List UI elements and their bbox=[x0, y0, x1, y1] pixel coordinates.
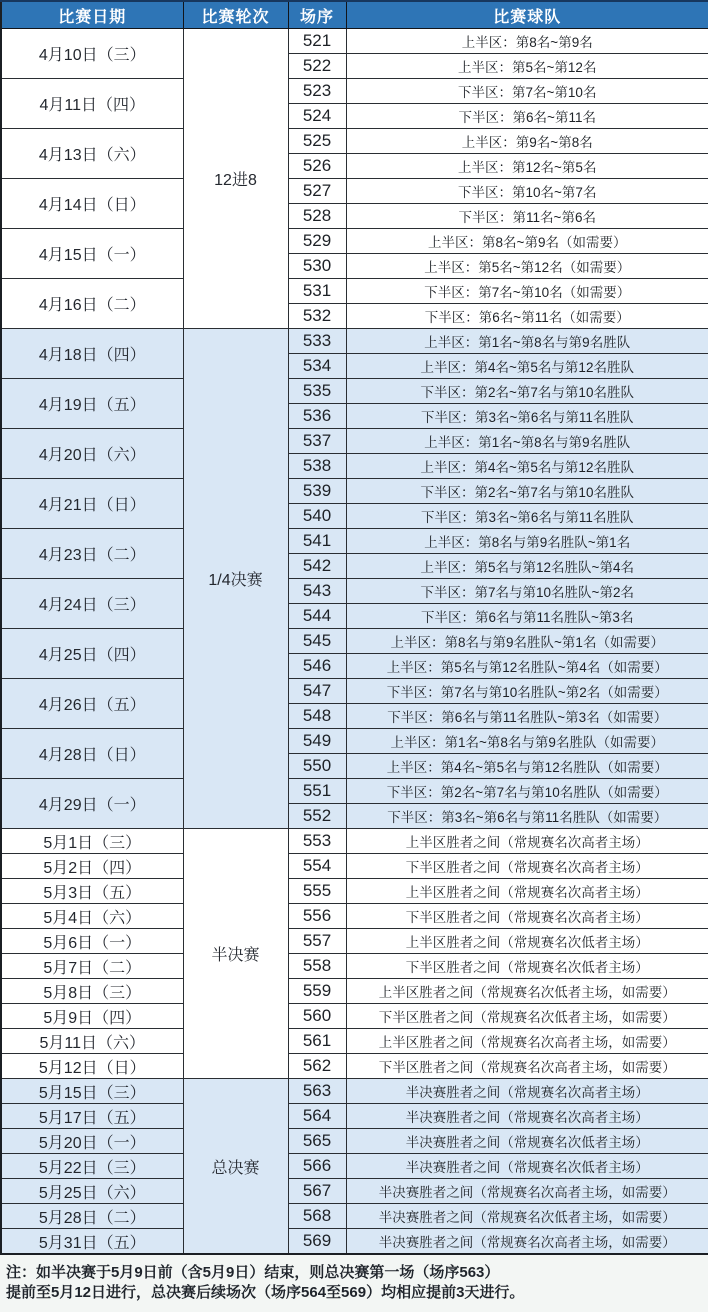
table-row bbox=[1, 629, 708, 654]
teams-cell: 上半区胜者之间（常规赛名次低者主场，如需要） bbox=[346, 979, 708, 1004]
match-no-cell: 547 bbox=[288, 679, 346, 704]
teams-cell: 上半区：第8名与第9名胜队~第1名 bbox=[346, 529, 708, 554]
teams-cell: 半决赛胜者之间（常规赛名次低者主场，如需要） bbox=[346, 1204, 708, 1229]
table-row bbox=[1, 1129, 708, 1154]
date-cell: 4月13日（六） bbox=[1, 129, 183, 179]
match-no-cell: 550 bbox=[288, 754, 346, 779]
match-no-cell: 525 bbox=[288, 129, 346, 154]
match-no-cell: 527 bbox=[288, 179, 346, 204]
match-no-cell: 552 bbox=[288, 804, 346, 829]
teams-cell: 上半区：第5名~第12名（如需要） bbox=[346, 254, 708, 279]
teams-cell: 半决赛胜者之间（常规赛名次低者主场） bbox=[346, 1129, 708, 1154]
table-row bbox=[1, 679, 708, 704]
teams-cell: 上半区：第5名与第12名胜队~第4名 bbox=[346, 554, 708, 579]
teams-cell: 上半区：第1名~第8名与第9名胜队（如需要） bbox=[346, 729, 708, 754]
round-cell: 总决赛 bbox=[183, 1079, 288, 1255]
match-no-cell: 551 bbox=[288, 779, 346, 804]
date-cell: 4月21日（日） bbox=[1, 479, 183, 529]
date-cell: 4月16日（二） bbox=[1, 279, 183, 329]
header-cell-teams: 比赛球队 bbox=[346, 1, 708, 29]
table-row bbox=[1, 1104, 708, 1129]
round-cell: 1/4决赛 bbox=[183, 329, 288, 829]
date-cell: 4月15日（一） bbox=[1, 229, 183, 279]
match-no-cell: 524 bbox=[288, 104, 346, 129]
teams-cell: 上半区：第8名与第9名胜队~第1名（如需要） bbox=[346, 629, 708, 654]
table-row bbox=[1, 1054, 708, 1079]
match-no-cell: 544 bbox=[288, 604, 346, 629]
teams-cell: 下半区：第6名与第11名胜队~第3名（如需要） bbox=[346, 704, 708, 729]
date-cell: 5月2日（四） bbox=[1, 854, 183, 879]
footnote-line-2: 提前至5月12日进行，总决赛后续场次（场序564至569）均相应提前3天进行。 bbox=[6, 1284, 525, 1302]
teams-cell: 上半区：第12名~第5名 bbox=[346, 154, 708, 179]
match-no-cell: 528 bbox=[288, 204, 346, 229]
teams-cell: 上半区胜者之间（常规赛名次高者主场） bbox=[346, 879, 708, 904]
match-no-cell: 540 bbox=[288, 504, 346, 529]
table-row bbox=[1, 1179, 708, 1204]
teams-cell: 下半区：第3名~第6名与第11名胜队（如需要） bbox=[346, 804, 708, 829]
teams-cell: 上半区：第9名~第8名 bbox=[346, 129, 708, 154]
table-row bbox=[1, 1229, 708, 1255]
date-cell: 4月25日（四） bbox=[1, 629, 183, 679]
date-cell: 4月20日（六） bbox=[1, 429, 183, 479]
match-no-cell: 538 bbox=[288, 454, 346, 479]
match-no-cell: 554 bbox=[288, 854, 346, 879]
match-no-cell: 561 bbox=[288, 1029, 346, 1054]
table-row bbox=[1, 529, 708, 554]
table-row bbox=[1, 1204, 708, 1229]
match-no-cell: 536 bbox=[288, 404, 346, 429]
match-no-cell: 539 bbox=[288, 479, 346, 504]
match-no-cell: 541 bbox=[288, 529, 346, 554]
match-no-cell: 569 bbox=[288, 1229, 346, 1255]
match-no-cell: 522 bbox=[288, 54, 346, 79]
date-cell: 5月1日（三） bbox=[1, 829, 183, 854]
match-no-cell: 543 bbox=[288, 579, 346, 604]
teams-cell: 下半区：第11名~第6名 bbox=[346, 204, 708, 229]
teams-cell: 下半区：第2名~第7名与第10名胜队 bbox=[346, 479, 708, 504]
match-no-cell: 548 bbox=[288, 704, 346, 729]
teams-cell: 半决赛胜者之间（常规赛名次高者主场） bbox=[346, 1104, 708, 1129]
match-no-cell: 555 bbox=[288, 879, 346, 904]
table-row bbox=[1, 904, 708, 929]
match-no-cell: 549 bbox=[288, 729, 346, 754]
date-cell: 4月26日（五） bbox=[1, 679, 183, 729]
date-cell: 5月4日（六） bbox=[1, 904, 183, 929]
date-cell: 5月6日（一） bbox=[1, 929, 183, 954]
match-no-cell: 568 bbox=[288, 1204, 346, 1229]
date-cell: 4月28日（日） bbox=[1, 729, 183, 779]
teams-cell: 上半区：第8名~第9名 bbox=[346, 29, 708, 54]
teams-cell: 下半区：第6名~第11名 bbox=[346, 104, 708, 129]
header-cell-date: 比赛日期 bbox=[1, 1, 183, 29]
date-cell: 4月29日（一） bbox=[1, 779, 183, 829]
table-row bbox=[1, 854, 708, 879]
teams-cell: 下半区：第6名~第11名（如需要） bbox=[346, 304, 708, 329]
date-cell: 4月19日（五） bbox=[1, 379, 183, 429]
date-cell: 5月11日（六） bbox=[1, 1029, 183, 1054]
table-row bbox=[1, 954, 708, 979]
match-no-cell: 537 bbox=[288, 429, 346, 454]
date-cell: 5月22日（三） bbox=[1, 1154, 183, 1179]
teams-cell: 下半区：第3名~第6名与第11名胜队 bbox=[346, 504, 708, 529]
match-no-cell: 557 bbox=[288, 929, 346, 954]
table-row bbox=[1, 779, 708, 804]
teams-cell: 下半区胜者之间（常规赛名次高者主场） bbox=[346, 854, 708, 879]
teams-cell: 半决赛胜者之间（常规赛名次高者主场） bbox=[346, 1079, 708, 1104]
table-row bbox=[1, 29, 708, 54]
date-cell: 5月7日（二） bbox=[1, 954, 183, 979]
table-row bbox=[1, 329, 708, 354]
date-cell: 4月18日（四） bbox=[1, 329, 183, 379]
table-row bbox=[1, 1154, 708, 1179]
date-cell: 4月24日（三） bbox=[1, 579, 183, 629]
match-no-cell: 531 bbox=[288, 279, 346, 304]
table-row bbox=[1, 479, 708, 504]
match-no-cell: 529 bbox=[288, 229, 346, 254]
match-no-cell: 567 bbox=[288, 1179, 346, 1204]
match-no-cell: 562 bbox=[288, 1054, 346, 1079]
match-no-cell: 553 bbox=[288, 829, 346, 854]
table-row bbox=[1, 129, 708, 154]
match-no-cell: 523 bbox=[288, 79, 346, 104]
date-cell: 5月8日（三） bbox=[1, 979, 183, 1004]
date-cell: 5月3日（五） bbox=[1, 879, 183, 904]
match-no-cell: 564 bbox=[288, 1104, 346, 1129]
match-no-cell: 526 bbox=[288, 154, 346, 179]
teams-cell: 下半区：第10名~第7名 bbox=[346, 179, 708, 204]
header-cell-no: 场序 bbox=[288, 1, 346, 29]
match-no-cell: 563 bbox=[288, 1079, 346, 1104]
match-no-cell: 532 bbox=[288, 304, 346, 329]
round-cell: 12进8 bbox=[183, 29, 288, 329]
table-row bbox=[1, 879, 708, 904]
table-row bbox=[1, 379, 708, 404]
match-no-cell: 534 bbox=[288, 354, 346, 379]
teams-cell: 上半区：第4名~第5名与第12名胜队 bbox=[346, 354, 708, 379]
table-row bbox=[1, 229, 708, 254]
teams-cell: 下半区胜者之间（常规赛名次低者主场） bbox=[346, 954, 708, 979]
match-no-cell: 533 bbox=[288, 329, 346, 354]
match-no-cell: 545 bbox=[288, 629, 346, 654]
match-no-cell: 560 bbox=[288, 1004, 346, 1029]
teams-cell: 下半区：第7名~第10名 bbox=[346, 79, 708, 104]
teams-cell: 下半区：第2名~第7名与第10名胜队（如需要） bbox=[346, 779, 708, 804]
teams-cell: 上半区：第1名~第8名与第9名胜队 bbox=[346, 429, 708, 454]
table-row bbox=[1, 829, 708, 854]
round-cell: 半决赛 bbox=[183, 829, 288, 1079]
table-row bbox=[1, 1029, 708, 1054]
teams-cell: 下半区：第3名~第6名与第11名胜队 bbox=[346, 404, 708, 429]
table-row bbox=[1, 1079, 708, 1104]
date-cell: 5月31日（五） bbox=[1, 1229, 183, 1255]
date-cell: 5月17日（五） bbox=[1, 1104, 183, 1129]
table-row bbox=[1, 279, 708, 304]
table-header bbox=[1, 1, 708, 29]
teams-cell: 下半区：第2名~第7名与第10名胜队 bbox=[346, 379, 708, 404]
footnote-line-1: 注：如半决赛于5月9日前（含5月9日）结束，则总决赛第一场（场序563） bbox=[6, 1264, 500, 1281]
match-no-cell: 542 bbox=[288, 554, 346, 579]
match-no-cell: 521 bbox=[288, 29, 346, 54]
teams-cell: 上半区：第5名~第12名 bbox=[346, 54, 708, 79]
teams-cell: 上半区：第4名~第5名与第12名胜队 bbox=[346, 454, 708, 479]
teams-cell: 上半区胜者之间（常规赛名次高者主场） bbox=[346, 829, 708, 854]
table-row bbox=[1, 179, 708, 204]
match-no-cell: 530 bbox=[288, 254, 346, 279]
teams-cell: 上半区胜者之间（常规赛名次低者主场） bbox=[346, 929, 708, 954]
teams-cell: 上半区：第5名与第12名胜队~第4名（如需要） bbox=[346, 654, 708, 679]
table-row bbox=[1, 729, 708, 754]
table-row bbox=[1, 429, 708, 454]
match-no-cell: 566 bbox=[288, 1154, 346, 1179]
date-cell: 5月9日（四） bbox=[1, 1004, 183, 1029]
date-cell: 4月14日（日） bbox=[1, 179, 183, 229]
date-cell: 4月23日（二） bbox=[1, 529, 183, 579]
teams-cell: 下半区胜者之间（常规赛名次高者主场） bbox=[346, 904, 708, 929]
table-row bbox=[1, 79, 708, 104]
date-cell: 4月10日（三） bbox=[1, 29, 183, 79]
match-no-cell: 559 bbox=[288, 979, 346, 1004]
date-cell: 5月12日（日） bbox=[1, 1054, 183, 1079]
date-cell: 5月25日（六） bbox=[1, 1179, 183, 1204]
match-no-cell: 535 bbox=[288, 379, 346, 404]
footnote bbox=[0, 1255, 708, 1312]
teams-cell: 上半区：第8名~第9名（如需要） bbox=[346, 229, 708, 254]
teams-cell: 半决赛胜者之间（常规赛名次低者主场） bbox=[346, 1154, 708, 1179]
match-no-cell: 546 bbox=[288, 654, 346, 679]
date-cell: 5月15日（三） bbox=[1, 1079, 183, 1104]
match-no-cell: 558 bbox=[288, 954, 346, 979]
match-no-cell: 556 bbox=[288, 904, 346, 929]
teams-cell: 上半区：第1名~第8名与第9名胜队 bbox=[346, 329, 708, 354]
date-cell: 5月28日（二） bbox=[1, 1204, 183, 1229]
table-row bbox=[1, 1004, 708, 1029]
table-row bbox=[1, 579, 708, 604]
table-row bbox=[1, 979, 708, 1004]
teams-cell: 上半区：第4名~第5名与第12名胜队（如需要） bbox=[346, 754, 708, 779]
date-cell: 4月11日（四） bbox=[1, 79, 183, 129]
teams-cell: 半决赛胜者之间（常规赛名次高者主场，如需要） bbox=[346, 1229, 708, 1255]
teams-cell: 下半区：第7名与第10名胜队~第2名（如需要） bbox=[346, 679, 708, 704]
teams-cell: 上半区胜者之间（常规赛名次高者主场，如需要） bbox=[346, 1029, 708, 1054]
teams-cell: 下半区胜者之间（常规赛名次低者主场，如需要） bbox=[346, 1004, 708, 1029]
table-row bbox=[1, 929, 708, 954]
teams-cell: 下半区胜者之间（常规赛名次高者主场，如需要） bbox=[346, 1054, 708, 1079]
teams-cell: 下半区：第6名与第11名胜队~第3名 bbox=[346, 604, 708, 629]
teams-cell: 下半区：第7名与第10名胜队~第2名 bbox=[346, 579, 708, 604]
teams-cell: 下半区：第7名~第10名（如需要） bbox=[346, 279, 708, 304]
teams-cell: 半决赛胜者之间（常规赛名次高者主场，如需要） bbox=[346, 1179, 708, 1204]
header-cell-round: 比赛轮次 bbox=[183, 1, 288, 29]
match-no-cell: 565 bbox=[288, 1129, 346, 1154]
date-cell: 5月20日（一） bbox=[1, 1129, 183, 1154]
